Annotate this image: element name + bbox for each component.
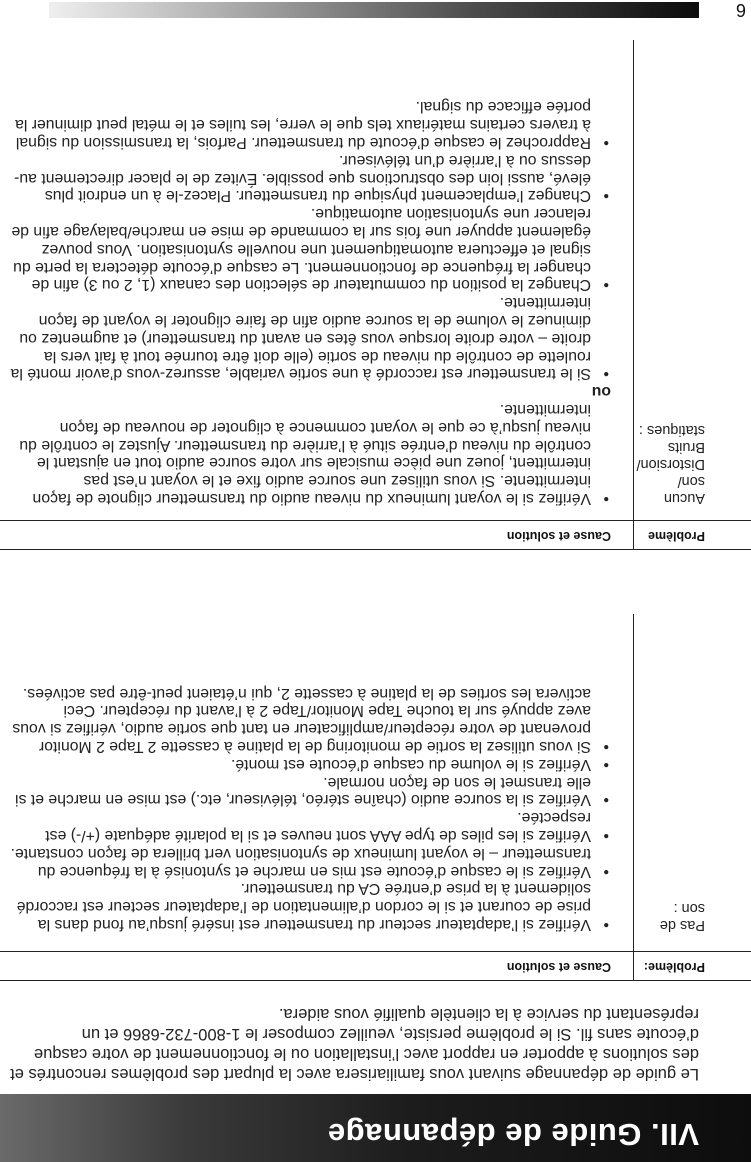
table2-solutions xyxy=(5,98,611,507)
table1-problem-label: Pas de son : xyxy=(659,900,705,933)
table1-header-rule xyxy=(0,951,751,952)
table2-header-solution: Cause et solution xyxy=(506,529,611,543)
table-column-divider xyxy=(633,40,634,550)
solution-item: • Rapprochez le casque d’écoute du transmetteur. Parfois, la transmission du signal à travers certains matériaux tels que le verre, les tuiles et le métal peut diminuer la portée efficace du signal. xyxy=(5,98,611,151)
table-column-divider xyxy=(633,614,634,981)
intro-paragraph: Le guide de dépannage suivant vous familiarisera avec la plupart des problèmes rencontrés et des solutions à apporter en rapport avec l’installation ou le fonctionnement de votre casque d’écoute sans fil. Si le problème persiste, veuillez composer le 1-800-732-6866 et un représentant du service à la clientèle qualifié vous aidera. xyxy=(10,1005,699,1083)
table1-header-problem: Problème: xyxy=(643,960,705,974)
solution-item: • Vérifiez si les piles de type AAA sont neuves et si la polarité adéquate (+/-) est respectée. xyxy=(5,808,611,844)
table2-header-rule xyxy=(0,520,751,521)
solution-item: • Vérifiez si la source audio (chaîne stéréo, téléviseur, etc.) est mise en marche et si elle transmet le son de façon normale. xyxy=(5,773,611,809)
table2-header-problem: Problème xyxy=(648,529,705,543)
page-title: VII. Guide de dépannage xyxy=(327,1117,699,1152)
solution-item: • Vérifiez si le casque d’écoute est mis en marche et syntonisé à la fréquence du transmetteur – le voyant lumineux de syntonisation vert brillera de façon constante. xyxy=(5,844,611,880)
solution-item: • Changez l’emplacement physique du transmetteur. Placez-le à un endroit plus élevé, aussi loin des obstructions que possible. Évitez de le placer directement au-dessus ou à l’arrière d’un téléviseur. xyxy=(5,151,611,204)
solution-item: • Changez la position du commutateur de sélection des canaux (1, 2 ou 3) afin de changer la fréquence de fonctionnement. Le casque d’écoute détectera la perte du signal et effectuera automatiquement une nouvelle syntonisation. Vous pouvez également appuyer une fois sur la commande de mise en marche/balayage afin de relancer une syntonisation automatique. xyxy=(5,204,611,293)
table1-top-rule xyxy=(0,980,751,981)
page-number: 6 xyxy=(735,0,746,20)
solution-item: • Si vous utilisez la sortie de monitoring de la platine à cassette 2 Tape 2 Monitor provenant de votre récepteur/amplificateur en tant que sortie audio, vérifiez si vous avez appuyé sur la touche Tape Monitor/Tape 2 à l’avant du récepteur. Ceci activera les sorties de la platine à cassette 2, qui n’étaient peut-être pas activées. xyxy=(5,684,611,755)
solution-item: • Si le transmetteur est raccordé à une sortie variable, assurez-vous d’avoir monté la roulette de contrôle du niveau de sortie (elle doit être tournée tout à fait vers la droite – votre droite lorsque vous êtes en avant du transmetteur) et augmentez ou diminuez le volume de la source audio afin de faire clignoter le voyant de façon intermittente. xyxy=(5,293,611,382)
table1-header-solution: Cause et solution xyxy=(506,960,611,974)
table2-top-rule xyxy=(0,549,751,550)
solution-item: • Vérifiez si le voyant lumineux du niveau audio du transmetteur clignote de façon intermittente. Si vous utilisez une source audio fixe et le voyant n’est pas intermittent, jouez une pièce musicale sur votre source audio tout en ajustant le contrôle du niveau d’entrée situé à l’arrière du transmetteur. Ajustez le contrôle du niveau jusqu’à ce que le voyant commence à clignoter de nouveau de façon intermittente. xyxy=(5,400,611,507)
footer-gradient-bar xyxy=(49,2,699,18)
table2-problem-label: Aucun son/ Distorsion/ Bruits statiques : xyxy=(636,422,705,506)
table1-solutions xyxy=(5,684,611,933)
title-banner xyxy=(0,1094,751,1162)
solution-item: • Vérifiez si l’adaptateur secteur du transmetteur est inséré jusqu’au fond dans la prise de courant et si le cordon d’alimentation de l’adaptateur secteur est raccordé solidement à la prise d’entrée CA du transmetteur. xyxy=(5,880,611,933)
or-separator: ou xyxy=(591,383,611,401)
solution-item: • Vérifiez si le volume du casque d’écoute est monté. xyxy=(5,755,611,773)
